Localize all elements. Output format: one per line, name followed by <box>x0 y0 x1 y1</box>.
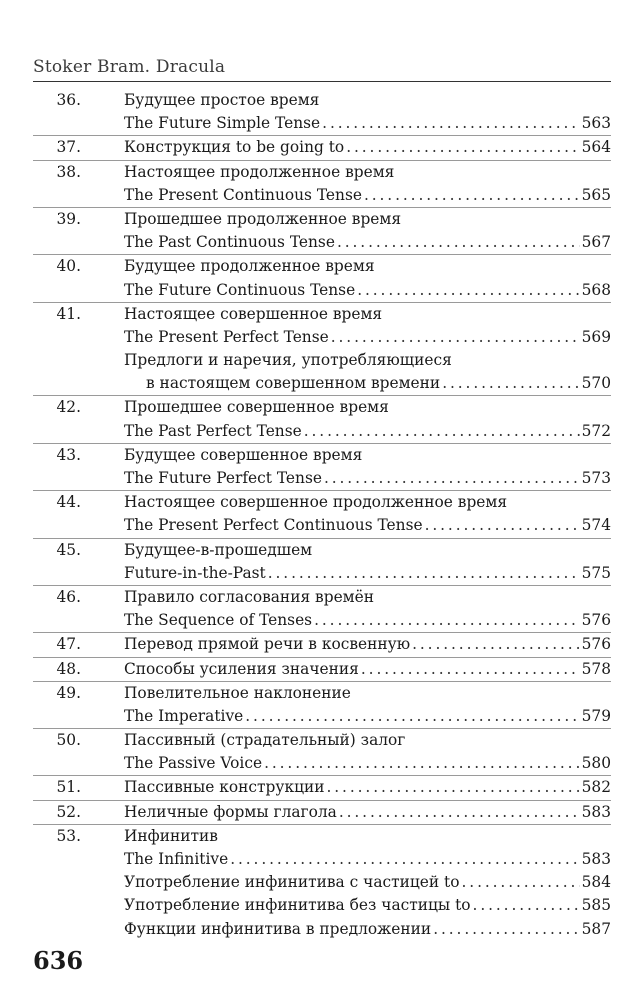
toc-line <box>33 420 611 443</box>
entry-title: Пассивные конструкции <box>124 778 325 797</box>
dot-leader <box>462 871 580 894</box>
entry-page-number: 570 <box>581 374 611 393</box>
entry-text-row <box>124 586 611 609</box>
toc-entry <box>33 444 611 490</box>
entry-text-row <box>124 539 611 562</box>
entry-number: 43. <box>56 445 81 464</box>
dot-leader <box>361 658 580 681</box>
entry-page-number: 564 <box>581 138 611 157</box>
entry-text-row <box>124 562 611 585</box>
entry-text-row <box>124 349 611 372</box>
dot-leader <box>364 184 580 207</box>
toc-line <box>33 633 611 656</box>
entry-text-row <box>124 161 611 184</box>
header-rule <box>33 81 611 82</box>
entry-text-row <box>124 729 611 752</box>
dot-leader <box>326 776 579 799</box>
entry-text-row <box>124 279 611 302</box>
toc-line <box>33 161 611 184</box>
entry-title: The Imperative <box>124 706 244 725</box>
dot-leader <box>337 231 580 254</box>
entry-text-row <box>124 420 611 443</box>
entry-text-row <box>124 231 611 254</box>
dot-leader <box>339 801 580 824</box>
entry-page-number: 584 <box>581 873 611 892</box>
entry-number: 51. <box>56 778 81 797</box>
entry-title: The Present Perfect Continuous Tense <box>124 516 423 535</box>
toc-entry <box>33 491 611 537</box>
entry-title: Прошедшее продолженное время <box>124 209 402 228</box>
toc-line <box>33 514 611 537</box>
entry-title: Употребление инфинитива с частицей to <box>124 873 460 892</box>
entry-number: 52. <box>56 802 81 821</box>
entry-number: 46. <box>56 587 81 606</box>
entry-title: The Future Simple Tense <box>124 114 321 133</box>
dot-leader <box>268 562 580 585</box>
dot-leader <box>322 112 579 135</box>
entry-title: Способы усиления значения <box>124 659 359 678</box>
toc-line <box>33 848 611 871</box>
toc-entry <box>33 255 611 301</box>
entry-text-row <box>124 682 611 705</box>
entry-text-row <box>124 825 611 848</box>
entry-title: Будущее продолженное время <box>124 257 375 276</box>
entry-number: 53. <box>56 826 81 845</box>
entry-number: 50. <box>56 731 81 750</box>
toc-entry <box>33 136 611 159</box>
entry-text-row <box>124 776 611 799</box>
toc-line <box>33 136 611 159</box>
toc-entry <box>33 633 611 656</box>
dot-leader <box>245 705 579 728</box>
entry-text-row <box>124 255 611 278</box>
entry-page-number: 580 <box>581 754 611 773</box>
entry-page-number: 576 <box>581 611 611 630</box>
entry-text-row <box>124 444 611 467</box>
dot-leader <box>433 918 579 941</box>
entry-page-number: 569 <box>581 327 611 346</box>
toc-line <box>33 776 611 799</box>
entry-text-row <box>124 918 611 941</box>
toc-line <box>33 918 611 941</box>
entry-number: 39. <box>56 209 81 228</box>
toc-entry <box>33 161 611 207</box>
toc-entry <box>33 776 611 799</box>
entry-title: Будущее совершенное время <box>124 445 363 464</box>
toc-line <box>33 894 611 917</box>
entry-text-row <box>124 208 611 231</box>
toc-line <box>33 801 611 824</box>
entry-text-row <box>124 752 611 775</box>
dot-leader <box>324 467 580 490</box>
toc-entry <box>33 729 611 775</box>
toc-line <box>33 184 611 207</box>
toc-line <box>33 825 611 848</box>
toc-line <box>33 586 611 609</box>
toc-line <box>33 255 611 278</box>
entry-title: The Past Continuous Tense <box>124 233 335 252</box>
entry-title: Употребление инфинитива без частицы to <box>124 896 471 915</box>
entry-title: Будущее простое время <box>124 91 320 109</box>
toc-line <box>33 729 611 752</box>
dot-leader <box>412 633 580 656</box>
entry-page-number: 572 <box>581 421 611 440</box>
entry-title: The Sequence of Tenses <box>124 611 313 630</box>
entry-number: 40. <box>56 257 81 276</box>
entry-title: Предлоги и наречия, употребляющиеся <box>124 351 452 370</box>
entry-text-row <box>124 633 611 656</box>
entry-text-row <box>124 705 611 728</box>
entry-text-row <box>124 467 611 490</box>
dot-leader <box>346 136 579 159</box>
dot-leader <box>357 279 579 302</box>
entry-title: Повелительное наклонение <box>124 683 351 702</box>
entry-title: The Future Continuous Tense <box>124 280 356 299</box>
toc-line <box>33 372 611 395</box>
toc-line <box>33 539 611 562</box>
entry-text-row <box>124 848 611 871</box>
entry-number: 44. <box>56 493 81 512</box>
entry-text-row <box>124 894 611 917</box>
entry-page-number: 585 <box>581 896 611 915</box>
toc-line <box>33 752 611 775</box>
entry-title: Правило согласования времён <box>124 587 375 606</box>
toc-line <box>33 467 611 490</box>
entry-page-number: 583 <box>581 850 611 868</box>
dot-leader <box>264 752 580 775</box>
toc-entry <box>33 208 611 254</box>
toc-line <box>33 609 611 632</box>
toc-line <box>33 326 611 349</box>
toc-line <box>33 279 611 302</box>
toc-line <box>33 89 611 112</box>
entry-text-row <box>124 326 611 349</box>
toc-line <box>33 491 611 514</box>
entry-text-row <box>124 184 611 207</box>
toc-line <box>33 112 611 135</box>
toc-entry <box>33 658 611 681</box>
entry-title: Неличные формы глагола <box>124 802 337 821</box>
entry-text-row <box>124 491 611 514</box>
entry-title: Настоящее продолженное время <box>124 162 395 181</box>
dot-leader <box>230 848 579 871</box>
entry-page-number: 579 <box>581 706 611 725</box>
entry-number: 45. <box>56 540 81 559</box>
toc-entry <box>33 586 611 632</box>
entry-text-row <box>124 89 611 112</box>
toc-entry <box>33 396 611 442</box>
entry-number: 41. <box>56 304 81 323</box>
entry-title: The Past Perfect Tense <box>124 421 302 440</box>
page-number: 636 <box>33 946 84 975</box>
toc-entry <box>33 801 611 824</box>
entry-number: 49. <box>56 683 81 702</box>
toc-line <box>33 231 611 254</box>
entry-title: Конструкция to be going to <box>124 138 345 157</box>
entry-page-number: 587 <box>581 919 611 938</box>
toc-line <box>33 871 611 894</box>
entry-page-number: 565 <box>581 185 611 204</box>
toc-line <box>33 208 611 231</box>
entry-title: Перевод прямой речи в косвенную <box>124 635 411 654</box>
toc-entry <box>33 539 611 585</box>
entry-page-number: 567 <box>581 233 611 252</box>
dot-leader <box>442 372 579 395</box>
toc-line <box>33 303 611 326</box>
entry-title: The Infinitive <box>124 850 229 868</box>
entry-title: в настоящем совершенном времени <box>146 374 441 393</box>
entry-title: Функции инфинитива в предложении <box>124 919 432 938</box>
entry-page-number: 574 <box>581 516 611 535</box>
entry-title: Future-in-the-Past <box>124 563 266 582</box>
entry-page-number: 583 <box>581 802 611 821</box>
entry-text-row <box>124 609 611 632</box>
toc-line <box>33 682 611 705</box>
toc-line <box>33 562 611 585</box>
toc-line <box>33 705 611 728</box>
entry-page-number: 563 <box>581 114 611 133</box>
toc-entry <box>33 682 611 728</box>
dot-leader <box>331 326 580 349</box>
entry-text-row <box>124 303 611 326</box>
entry-text-row <box>124 136 611 159</box>
toc-line <box>33 349 611 372</box>
dot-leader <box>473 894 580 917</box>
entry-page-number: 576 <box>581 635 611 654</box>
entry-page-number: 575 <box>581 563 611 582</box>
entry-text-row <box>124 658 611 681</box>
entry-title: Прошедшее совершенное время <box>124 398 389 417</box>
entry-title: The Present Continuous Tense <box>124 185 362 204</box>
toc-entry <box>33 303 611 396</box>
entry-text-row <box>146 372 611 395</box>
dot-leader <box>425 514 580 537</box>
dot-leader <box>304 420 580 443</box>
toc-entry <box>33 825 611 941</box>
entry-title: Пассивный (страдательный) залог <box>124 731 406 750</box>
entry-number: 38. <box>56 162 81 181</box>
entry-page-number: 578 <box>581 659 611 678</box>
entry-number: 47. <box>56 635 81 654</box>
entry-title: The Present Perfect Tense <box>124 327 329 346</box>
toc-line <box>33 396 611 419</box>
table-of-contents <box>33 89 611 941</box>
entry-title: Инфинитив <box>124 826 218 845</box>
entry-number: 42. <box>56 398 81 417</box>
entry-title: Будущее-в-прошедшем <box>124 540 313 559</box>
entry-title: The Passive Voice <box>124 754 263 773</box>
entry-page-number: 582 <box>581 778 611 797</box>
entry-number: 36. <box>56 91 81 109</box>
toc-entry <box>33 89 611 135</box>
entry-page-number: 568 <box>581 280 611 299</box>
entry-text-row <box>124 871 611 894</box>
entry-text-row <box>124 801 611 824</box>
entry-text-row <box>124 112 611 135</box>
toc-line <box>33 658 611 681</box>
entry-title: Настоящее совершенное продолженное время <box>124 493 508 512</box>
entry-page-number: 573 <box>581 469 611 487</box>
toc-line <box>33 444 611 467</box>
dot-leader <box>314 609 580 632</box>
entry-title: The Future Perfect Tense <box>124 469 322 487</box>
entry-number: 48. <box>56 659 81 678</box>
entry-text-row <box>124 396 611 419</box>
entry-title: Настоящее совершенное время <box>124 304 383 323</box>
entry-number: 37. <box>56 138 81 157</box>
entry-text-row <box>124 514 611 537</box>
running-header: Stoker Bram. Dracula <box>33 57 226 77</box>
